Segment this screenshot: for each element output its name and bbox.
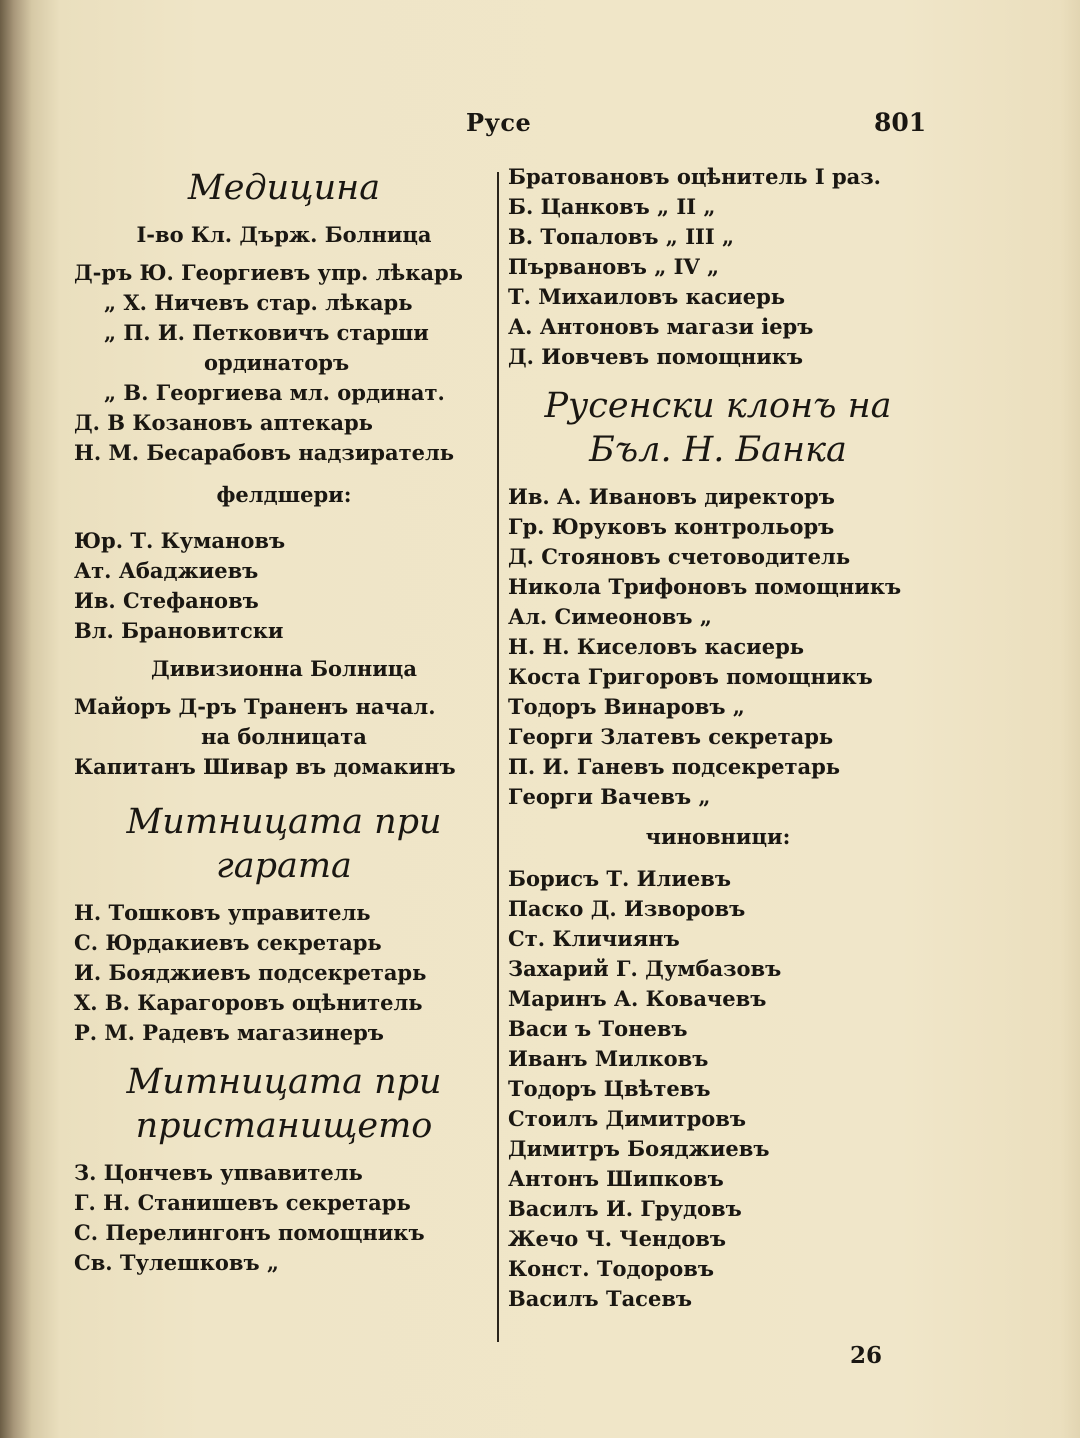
list-item: Гр. Юруковъ контрольоръ — [508, 514, 835, 539]
list-item: Димитръ Бояджиевъ — [508, 1136, 770, 1161]
list-item: Жечо Ч. Чендовъ — [508, 1226, 727, 1251]
list-item: И. Бояджиевъ подсекретарь — [74, 960, 427, 985]
list-item: Б. Цанковъ „ II „ — [508, 194, 716, 219]
list-item: Д. Стояновъ счетоводитель — [508, 544, 851, 569]
list-item: Г. Н. Станишевъ секретарь — [74, 1190, 411, 1215]
list-item: Н. М. Бесарабовъ надзиратель — [74, 440, 455, 465]
list-item: Стоилъ Димитровъ — [508, 1106, 747, 1131]
list-item: Първановъ „ IV „ — [508, 254, 720, 279]
list-item: Маринъ А. Ковачевъ — [508, 986, 767, 1011]
section-title-bank-2: Бъл. Н. Банка — [589, 430, 847, 470]
list-item: Иванъ Милковъ — [508, 1046, 709, 1071]
list-item: Н. Н. Киселовъ касиерь — [508, 634, 805, 659]
list-item: Никола Трифоновъ помощникъ — [508, 574, 902, 599]
list-item: „ П. И. Петковичъ старши — [104, 320, 429, 345]
list-item: „ Х. Ничевъ стар. лѣкарь — [104, 290, 413, 315]
running-header-title: Русе — [466, 108, 532, 137]
list-item: Ив. Стефановъ — [74, 588, 259, 613]
list-item: Коста Григоровъ помощникъ — [508, 664, 873, 689]
list-item: Ст. Кличиянъ — [508, 926, 680, 951]
list-item: Братовановъ оцѣнитель I раз. — [508, 164, 881, 189]
division-hospital-title: Дивизионна Болница — [151, 656, 417, 681]
list-item: С. Перелингонъ помощникъ — [74, 1220, 425, 1245]
list-item: Тодоръ Винаровъ „ — [508, 694, 745, 719]
section-title-customs-port-1: Митницата при — [126, 1062, 442, 1102]
section-title-customs-port-2: пристанището — [135, 1106, 433, 1146]
signature-number: 26 — [850, 1342, 883, 1369]
section-title-bank-1: Русенски клонъ на — [544, 386, 892, 426]
list-item: З. Цончевъ упвавитель — [74, 1160, 363, 1185]
section-title-customs-station-1: Митницата при — [126, 802, 442, 842]
list-item: Ат. Абаджиевъ — [74, 558, 259, 583]
list-item: Д. В Козановъ аптекарь — [74, 410, 373, 435]
list-item: Конст. Тодоровъ — [508, 1256, 714, 1281]
list-item: Вл. Брановитски — [74, 618, 284, 643]
list-item: Ал. Симеоновъ „ — [508, 604, 712, 629]
list-item: ординаторъ — [204, 350, 350, 375]
list-item: Паско Д. Изворовъ — [508, 896, 746, 921]
list-item: Василъ Тасевъ — [508, 1286, 693, 1311]
list-item: Майоръ Д-ръ Траненъ начал. — [74, 694, 436, 719]
section-title-medicine: Медицина — [187, 168, 381, 208]
column-divider — [497, 172, 499, 1342]
list-item: Юр. Т. Кумановъ — [74, 528, 286, 553]
list-item: Тодоръ Цвѣтевъ — [508, 1076, 711, 1101]
list-item: П. И. Ганевъ подсекретарь — [508, 754, 841, 779]
list-item: Ив. А. Ивановъ директоръ — [508, 484, 835, 509]
list-item: „ В. Георгиева мл. ординат. — [104, 380, 445, 405]
list-item: Св. Тулешковъ „ — [74, 1250, 279, 1275]
list-item: Антонъ Шипковъ — [508, 1166, 724, 1191]
list-item: Капитанъ Шивар въ домакинъ — [74, 754, 456, 779]
list-item: Н. Тошковъ управитель — [74, 900, 371, 925]
list-item: Борисъ Т. Илиевъ — [508, 866, 731, 891]
list-item: Т. Михаиловъ касиерь — [508, 284, 786, 309]
list-item: А. Антоновъ магази іеръ — [508, 314, 814, 339]
list-item: Х. В. Карагоровъ оцѣнитель — [74, 990, 423, 1015]
list-item: С. Юрдакиевъ секретарь — [74, 930, 382, 955]
list-item: Д. Иовчевъ помощникъ — [508, 344, 804, 369]
list-item: Захарий Г. Думбазовъ — [508, 956, 782, 981]
clerks-title: чиновници: — [645, 824, 791, 849]
feldshers-title: фелдшери: — [216, 482, 352, 507]
list-item: Василъ И. Грудовъ — [508, 1196, 742, 1221]
page-number: 801 — [874, 108, 927, 137]
list-item: Георги Вачевъ „ — [508, 784, 711, 809]
list-item: Васи ъ Тоневъ — [508, 1016, 688, 1041]
section-title-customs-station-2: гарата — [216, 846, 352, 886]
list-item: Георги Златевъ секретарь — [508, 724, 834, 749]
right-column — [508, 162, 928, 1314]
list-item: Р. М. Радевъ магазинеръ — [74, 1020, 384, 1045]
list-item: В. Топаловъ „ III „ — [508, 224, 735, 249]
list-item: на болницата — [201, 724, 367, 749]
left-column — [74, 162, 494, 1278]
hospital-title: I-во Кл. Държ. Болница — [136, 222, 432, 247]
list-item: Д-ръ Ю. Георгиевъ упр. лѣкарь — [74, 260, 463, 285]
